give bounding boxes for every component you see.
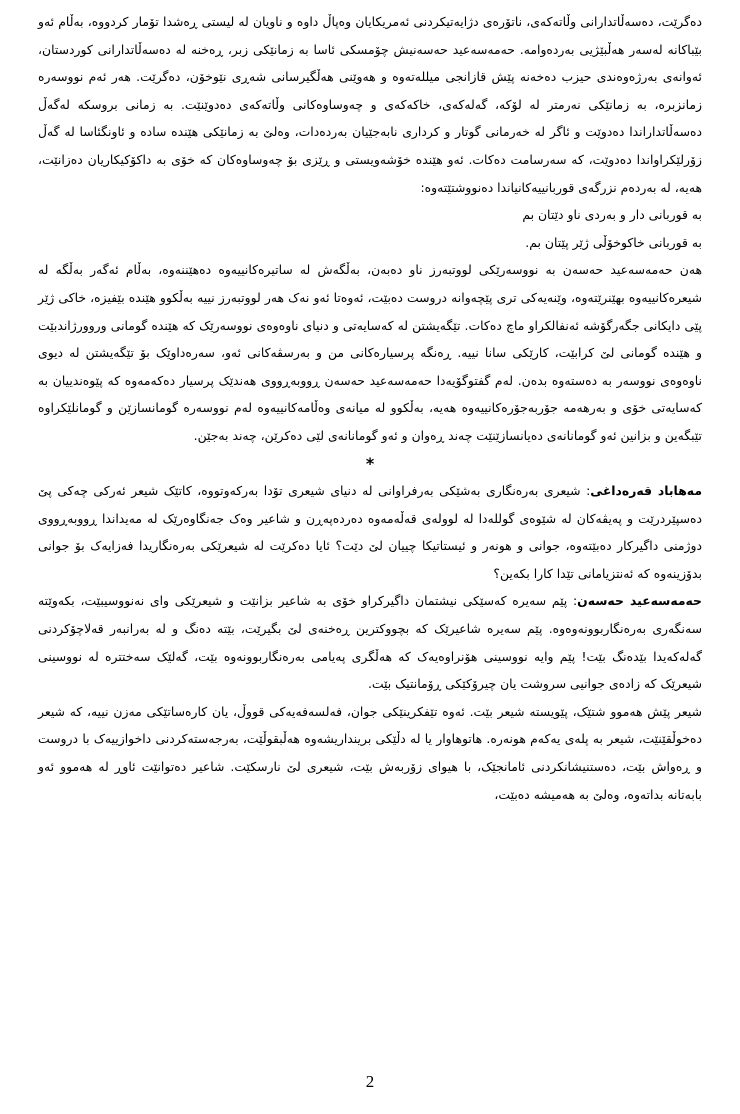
answer-1-text: : پێم سەیرە کەسێکی نیشتمان داگیرکراو خۆی بە شاعیر بزانێت و شیعرێکی وای نەنووسیبێت، بکەوێتە سەنگەری بەرەنگاربوونەوەوە. پێم سەیرە شاعیرێک کە بچووکترین ڕەخنەی لێ بگیرێت، بێتە دەنگ و لە بەرانبەر قەلاچۆکردنی گەلەکەیدا بێدەنگ بێت! پێم وایە نووسینی هۆنراوەیەک کە هەڵگری پەیامی بەرەنگاربوونەوە بێت، گەلێک سەختترە لە نووسینی شیعرێک کە زادەی جوانیی سروشت یان چیرۆکێکی ڕۆمانتیک بێت. [38,593,702,692]
verse-line-2: بە قوربانی خاکوخۆڵی ژێر پێتان بم. [525,234,702,250]
paragraph-context: هەن حەمەسەعید حەسەن بە نووسەرێکی لووتبەرز ناو دەبەن، بەڵگەش لە ساتیرەکانییەوە دەهێننەوە، بەڵام ئەگەر بەڵگە لە شیعرەکانییەوە بهێنرێتەوە، وێنەیەکی تری پێچەوانە دروست دەبێت، ئەوەتا ئەو نەک هەر لووتبەرز نییە بەڵکوو هێندە بێفیزە، خاکی ژێر پێی دایکانی جگەرگۆشە ئەنفالکراو ماچ دەکات. تێگەیشتن لە کەسایەتی و دنیای ناوەوەی نووسەرێک کە هێندە گومانی وروورژاندبێت و هێندە گومانی لێ کرابێت، کارێکی سانا نییە. ڕەنگە پرسیارەکانی من و بەرسڤەکانی ئەو، سەرەداوێک بۆ تێگەیشتن لە دیوی ناوەوەی نووسەر بە دەستەوە بدەن. لەم گفتوگۆیەدا حەمەسەعید حەسەن ڕووبەڕووی هەندێک پرسیار دەکەمەوە کە پێوەندییان بە کەسایەتی خۆی و بەرهەمە جۆربەجۆرەکانییەوە هەیە، بەڵکوو لە میانەی وەڵامەکانییەوە لەم نووسەرە گومانسازێن و گومانلێکراوە تێبگەین و بزانین ئەو گومانانەی دەیانسازێنێت چەند ڕەوان و ئەو گومانانەی لێی دەکرێن، چەند بەجێن. [38,262,702,443]
answer-1 [38,587,702,697]
page-number: 2 [365,1072,375,1091]
document-page [38,8,702,1108]
section-separator: * [365,453,375,473]
paragraph-poetry: شیعر پێش هەموو شتێک، پێویستە شیعر بێت. ئەوە تێفکرینێکی جوان، فەلسەفەیەکی قووڵ، یان کارەساتێکی مەزن نییە، کە شیعر دەخوڵقێنێت، شیعر بە پلەی یەکەم هونەرە. هاتوهاوار یا لە دڵێکی برینداریشەوە هەڵبقوڵێت، بەرجەستەکردنی داخوازییەک با دروست و ڕەواش بێت، دەستنیشانکردنی ئامانجێک، با هیوای زۆربەش بێت، شیعری لێ نارسکێت. شاعیر دەتوانێت ئاوڕ لە هەموو ئەو بابەتانە بداتەوە، وەلێ بە هەمیشە دەبێت، [38,703,702,802]
verse-line-1: بە قوربانی دار و بەردی ناو دێتان بم [522,207,702,223]
question-1-text: : شیعری بەرەنگاری بەشێکی بەرفراوانی لە دنیای شیعری تۆدا بەرکەوتووە، کاتێک شیعر ئەرکی چەکی پێ دەسپێردرێت و پەیڤەکان لە شێوەی گوللەدا لە لوولەی قەڵەمەوە دەردەپەڕن و شاعیر وەک جەنگاوەرێک لە مەیداندا ڕووبەڕووی دوژمنی داگیرکار دەبێتەوە، جوانی و هونەر و ئیستاتیکا چییان لێ دێت؟ ئایا دەکرێت لە شیعرێکی بەرەنگاریدا فەزایەک بۆ جوانی بدۆزینەوە کە ئەنتزیامانی تێدا کارا بکەین؟ [38,483,702,581]
interviewee-name: حەمەسەعید حەسەن [577,593,702,609]
interviewer-name: مەهاباد قەرەداغی [590,483,702,499]
question-1 [38,477,702,587]
paragraph-intro: دەگرێت، دەسەڵاتدارانی وڵاتەکەی، ناتۆرەی دژایەتیکردنی ئەمریکایان وەپاڵ داوە و ناویان لە لیستی ڕەشدا تۆمار کردووە، بەڵام ئەو بێباکانە لەسەر هەڵبێژیی بەردەوامە. حەمەسەعید حەسەنیش چۆمسکی ئاسا بە زمانێکی زبر، ڕەخنە لە دەسەڵاتدارانی کوردستان، ئەوانەی بەرژەوەندی حیزب دەخەنە پێش قازانجی میللەتەوە و هەوێنی هەڵگیرسانی شەڕی نێوخۆن، دەگرێت. هەر ئەم نووسەرە زمانزبرە، بە زمانێکی نەرمتر لە لۆکە، گەلەکەی، خاکەکەی و چەوساوەکانی وڵاتەکەی دەدوێنێت. بە زمانی بروسکە لەگەڵ دەسەڵاتداراندا دەدوێت و ئاگر لە خەرمانی گوتار و کرداری نابەجێیان بەردەدات، وەلێ بە زمانێکی هێندە سادە و ئاونگئاسا لە گەڵ زۆرلێکراواندا دەدوێت، کە سەرسامت دەکات. ئەو هێندە خۆشەویستی و ڕێزی بۆ چەوساوەکان کە خۆی بە داکۆکیکاریان دەزانێت، هەیە، لە بەردەم نزرگەی قوربانییەکانیاندا دەنووشتێتەوە: [38,14,702,195]
